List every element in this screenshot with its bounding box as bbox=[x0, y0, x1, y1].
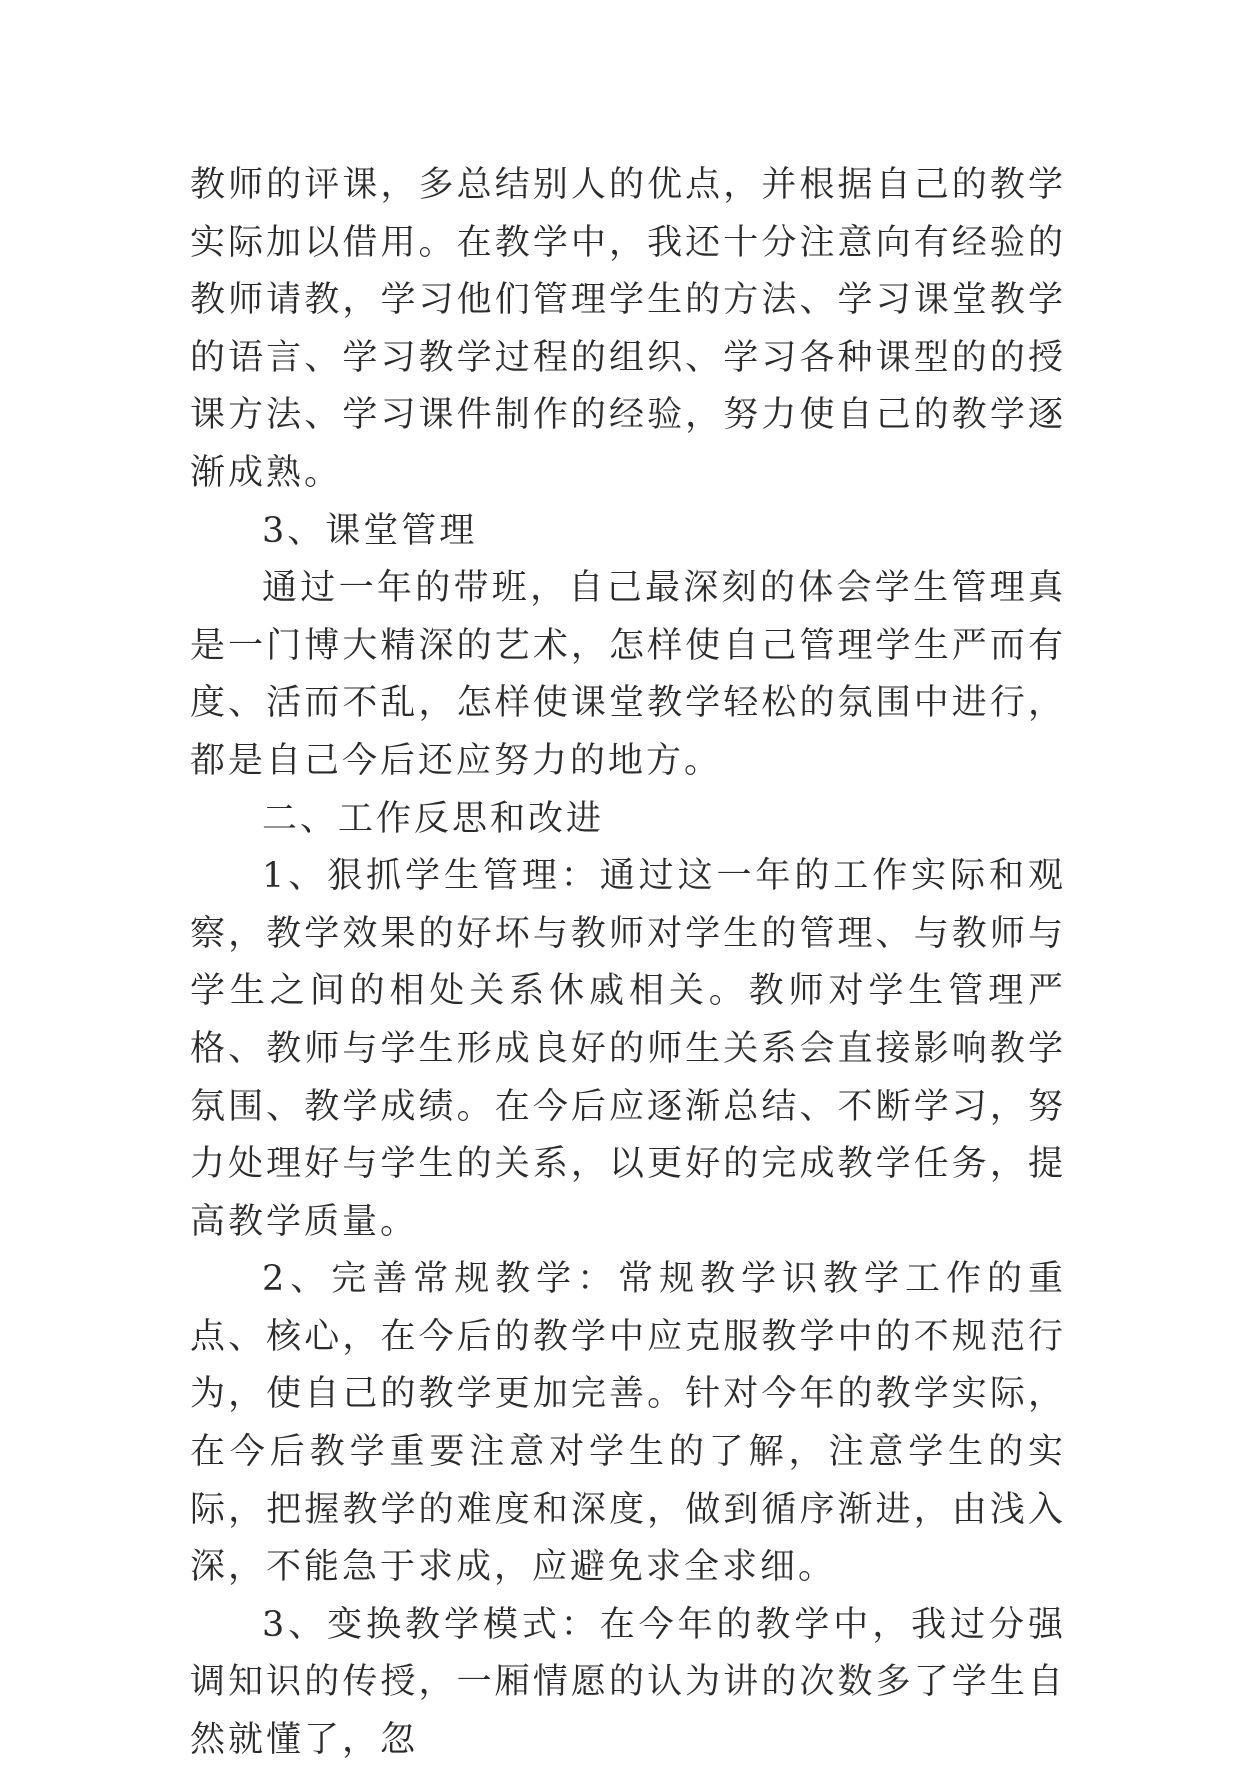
paragraph-teaching-mode: 3、变换教学模式：在今年的教学中，我过分强调知识的传授，一厢情愿的认为讲的次数多了学生自然就懂了，忽 bbox=[190, 1604, 1066, 1761]
section-heading-classroom-management: 3、课堂管理 bbox=[262, 510, 478, 551]
section-heading-reflection: 二、工作反思和改进 bbox=[262, 798, 605, 839]
paragraph-routine-teaching: 2、完善常规教学：常规教学识教学工作的重点、核心，在今后的教学中应克服教学中的不规范行为，使自己的教学更加完善。针对今年的教学实际，在今后教学重要注意对学生的了解，注意学生的实际，把握教学的难度和深度，做到循序渐进，由浅入深，不能急于求成，应避免求全求细。 bbox=[190, 1259, 1066, 1588]
document-body bbox=[190, 157, 1066, 1770]
paragraph-classroom-management: 通过一年的带班，自己最深刻的体会学生管理真是一门博大精深的艺术，怎样使自己管理学生严而有度、活而不乱，怎样使课堂教学轻松的氛围中进行，都是自己今后还应努力的地方。 bbox=[190, 568, 1066, 781]
paragraph-student-management: 1、狠抓学生管理：通过这一年的工作实际和观察，教学效果的好坏与教师对学生的管理、与教师与学生之间的相处关系休戚相关。教师对学生管理严格、教师与学生形成良好的师生关系会直接影响教学氛围、教学成绩。在今后应逐渐总结、不断学习，努力处理好与学生的关系，以更好的完成教学任务，提高教学质量。 bbox=[190, 856, 1066, 1242]
paragraph-continuation: 教师的评课，多总结别人的优点，并根据自己的教学实际加以借用。在教学中，我还十分注意向有经验的教师请教，学习他们管理学生的方法、学习课堂教学的语言、学习教学过程的组织、学习各种课型的的授课方法、学习课件制作的经验，努力使自己的教学逐渐成熟。 bbox=[190, 165, 1066, 493]
